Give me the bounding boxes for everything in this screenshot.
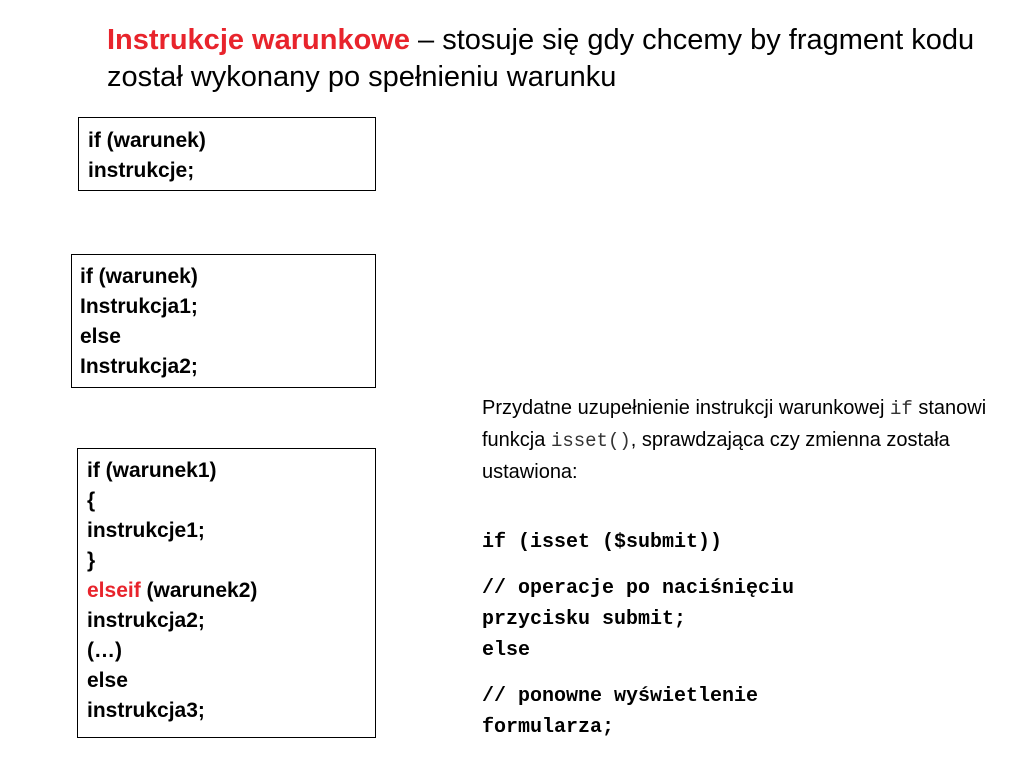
code-line: instrukcja3; (87, 699, 205, 722)
code-line-elseif (87, 576, 375, 606)
code-line: Instrukcja1; (80, 295, 198, 318)
example-code-else-branch (482, 681, 1002, 743)
code-line: instrukcje; (88, 159, 195, 182)
isset-note (482, 393, 1002, 488)
code-line: if (warunek) (80, 265, 198, 288)
note-text: Przydatne uzupełnienie instrukcji warunkowej (482, 397, 890, 419)
code-line: if (isset ($submit)) (482, 531, 723, 554)
code-line: instrukcja2; (87, 609, 205, 632)
note-text: stanowi funkcja (482, 397, 987, 451)
example-code-condition (482, 527, 1002, 558)
title-rest: – stosuje się gdy chcemy by fragment kodu został wykonany po spełnieniu warunku (107, 24, 975, 93)
note-code-isset: isset() (550, 430, 631, 452)
slide-title (107, 22, 1007, 96)
code-line: if (warunek) (88, 129, 206, 152)
elseif-keyword: elseif (87, 579, 141, 602)
code-line: else (87, 669, 128, 692)
note-code-if: if (890, 398, 913, 420)
elseif-condition: (warunek2) (140, 579, 258, 602)
code-box-if-else (71, 254, 376, 388)
title-highlight: Instrukcje warunkowe (107, 24, 410, 56)
code-line: } (87, 549, 96, 572)
code-line: if (warunek1) (87, 459, 217, 482)
code-line: { (87, 489, 96, 512)
example-code-if-branch (482, 573, 1002, 666)
code-line: instrukcje1; (87, 519, 205, 542)
code-line: (…) (87, 639, 122, 662)
code-line: else (80, 325, 121, 348)
code-box-if (78, 117, 376, 191)
code-box-elseif (77, 448, 376, 738)
code-line: // ponowne wyświetlenie (482, 685, 759, 708)
code-line: // operacje po naciśnięciu (482, 577, 795, 600)
code-line: przycisku submit; (482, 608, 687, 631)
code-line: else (482, 639, 531, 662)
note-text: , sprawdzająca czy zmienna została ustawiona: (482, 429, 950, 483)
code-line: formularza; (482, 716, 615, 739)
code-line: Instrukcja2; (80, 355, 198, 378)
